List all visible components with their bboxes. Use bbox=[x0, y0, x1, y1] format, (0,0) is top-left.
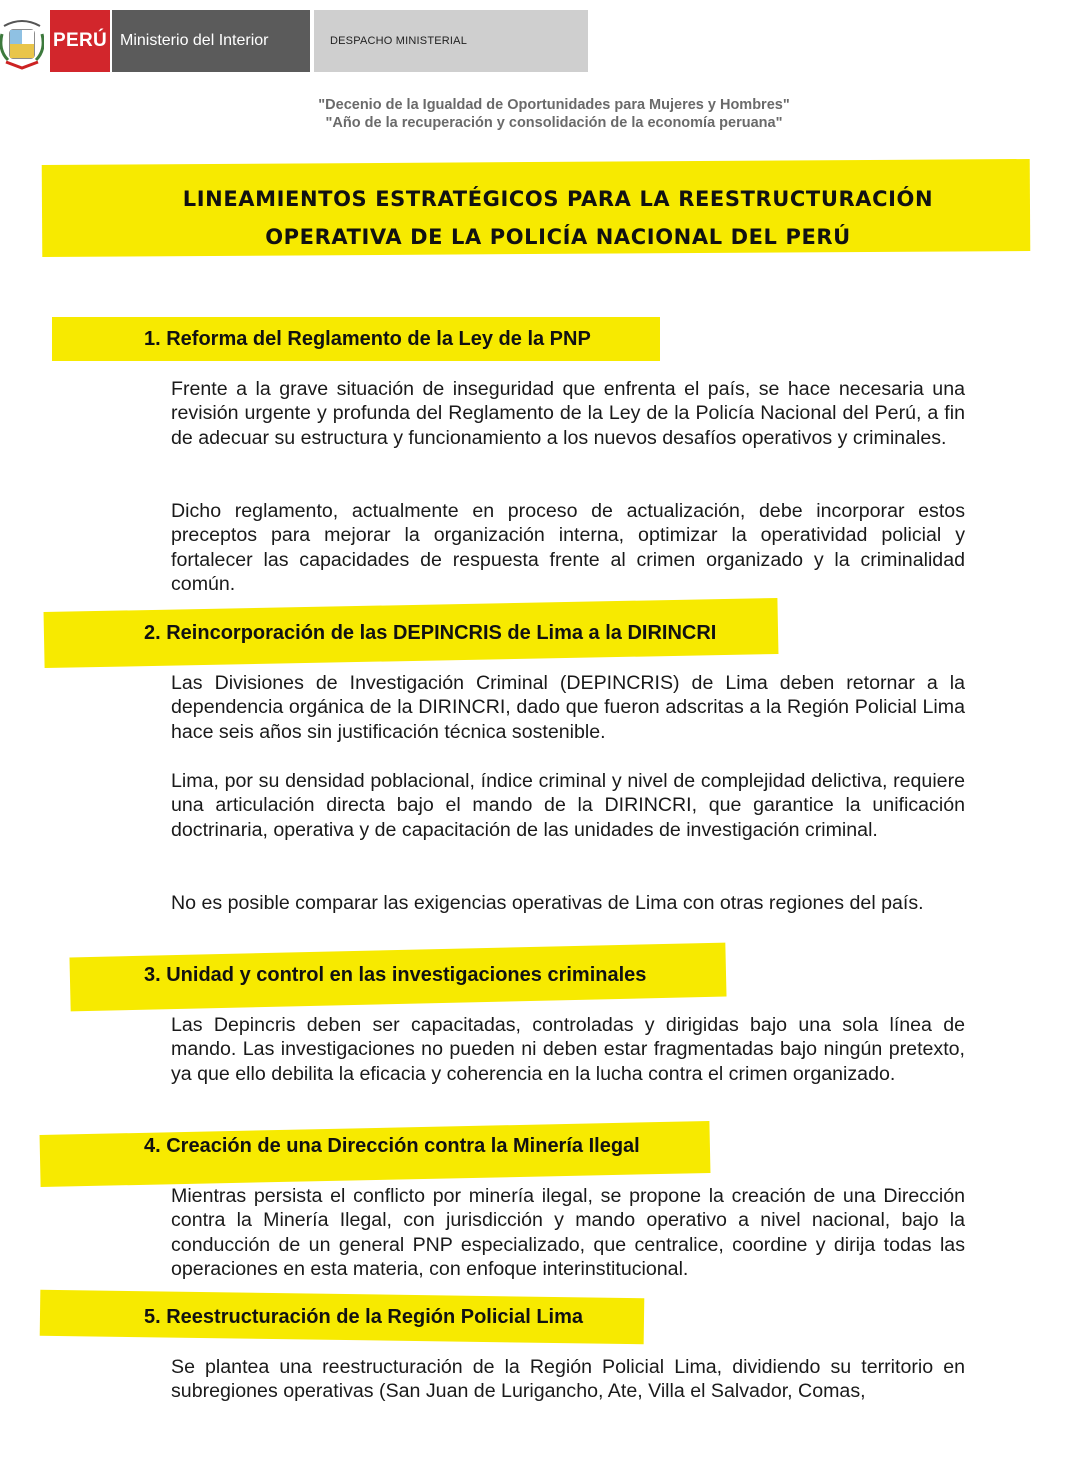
brand-ministry: Ministerio del Interior bbox=[112, 10, 310, 72]
motto-decade: "Decenio de la Igualdad de Oportunidades para Mujeres y Hombres" bbox=[318, 97, 790, 113]
section-5-heading: 5. Reestructuración de la Región Policial Lima bbox=[144, 1306, 584, 1328]
peru-coat-of-arms-icon bbox=[0, 16, 44, 72]
brand-country: PERÚ bbox=[50, 10, 110, 72]
section-2-heading: 2. Reincorporación de las DEPINCRIS de Lima a la DIRINCRI bbox=[144, 622, 717, 644]
motto-year: "Año de la recuperación y consolidación de la economía peruana" bbox=[325, 115, 783, 131]
section-5-paragraph-1: Se plantea una reestructuración de la Región Policial Lima, dividiendo su territorio en subregiones operativas (San Juan de Lurigancho, Ate, Villa el Salvador, Comas, bbox=[171, 1356, 965, 1403]
section-3-paragraph-1: Las Depincris deben ser capacitadas, controladas y dirigidas bajo una sola línea de mando. Las investigaciones no pueden ni deben estar fragmentadas bajo ningún pretexto, ya que ello debilita la eficacia y coherencia en la lucha contra el crimen organizado. bbox=[171, 1014, 965, 1085]
section-2-paragraph-1: Las Divisiones de Investigación Criminal (DEPINCRIS) de Lima deben retornar a la dependencia orgánica de la DIRINCRI, dado que fueron adscritas a la Región Policial Lima hace seis años sin justificación técnica sostenible. bbox=[171, 672, 965, 743]
section-4-heading: 4. Creación de una Dirección contra la Minería Ilegal bbox=[144, 1135, 640, 1157]
section-3-heading: 3. Unidad y control en las investigaciones criminales bbox=[144, 964, 647, 986]
section-1-paragraph-1: Frente a la grave situación de inseguridad que enfrenta el país, se hace necesaria una revisión urgente y profunda del Reglamento de la Ley de la Policía Nacional del Perú, a fin de adecuar su estructura y funcionamiento a los nuevos desafíos operativos y criminales. bbox=[171, 378, 965, 449]
institutional-header bbox=[0, 10, 600, 74]
title-line-1: LINEAMIENTOS ESTRATÉGICOS PARA LA REESTRUCTURACIÓN bbox=[182, 187, 934, 211]
brand-office: DESPACHO MINISTERIAL bbox=[314, 10, 588, 72]
section-1-paragraph-2: Dicho reglamento, actualmente en proceso de actualización, debe incorporar estos preceptos para mejorar la organización interna, optimizar la operatividad policial y fortalecer las capacidades de respuesta frente al crimen organizado y la criminalidad común. bbox=[171, 500, 965, 596]
section-1-heading: 1. Reforma del Reglamento de la Ley de la PNP bbox=[144, 328, 591, 350]
section-4-paragraph-1: Mientras persista el conflicto por minería ilegal, se propone la creación de una Dirección contra la Minería Ilegal, con jurisdicción y mando operativo a nivel nacional, bajo la conducción de un general PNP especializado, que centralice, coordine y dirija todas las operaciones en esta materia, con enfoque interinstitucional. bbox=[171, 1185, 965, 1281]
section-2-paragraph-2: Lima, por su densidad poblacional, índice criminal y nivel de complejidad delictiva, requiere una articulación directa bajo el mando de la DIRINCRI, que garantice la unificación doctrinaria, operativa y de capacitación de las unidades de investigación criminal. bbox=[171, 770, 965, 841]
title-line-2: OPERATIVA DE LA POLICÍA NACIONAL DEL PERÚ bbox=[265, 225, 851, 249]
official-mottos bbox=[0, 96, 1080, 132]
document-title bbox=[42, 180, 1074, 256]
section-2-paragraph-3: No es posible comparar las exigencias operativas de Lima con otras regiones del país. bbox=[171, 892, 924, 914]
